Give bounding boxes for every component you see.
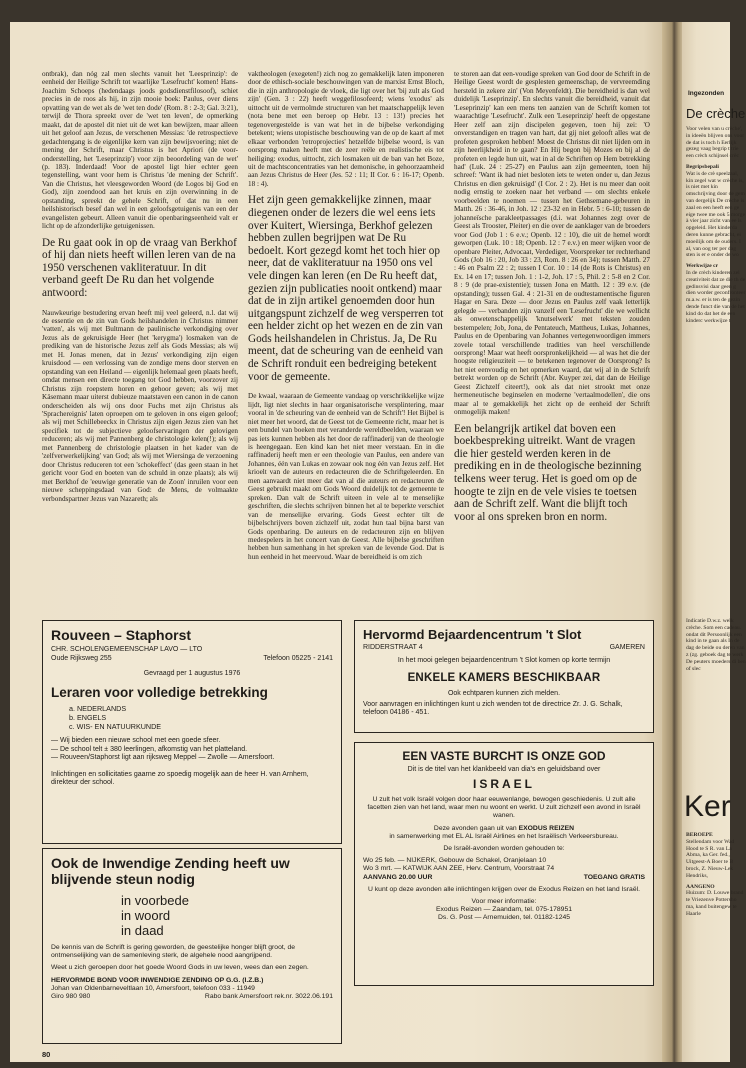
ad-contact: Exodus Reizen — Zaandam, tel. 075-178951 [435, 906, 573, 914]
ad-bank-account: Rabo bank Amersfoort rek.nr. 3022.06.191 [204, 993, 333, 1001]
right-page-paragraph: In de crèch kinderen zel creativiteit dat ze die th de gedinsvisi daar geen g dien worder geconfronteer m.a.w. er is ten de gezin dende funct die van de het kind do dat het de een kinderc werkwijze t [686, 269, 746, 324]
ad-note: — De school telt ± 380 leerlingen, afkomstig van het platteland. [51, 745, 248, 753]
ad-note: — Wij bieden een nieuwe school met een goede sfeer. [51, 737, 221, 744]
article-title: De crèche [686, 106, 746, 121]
ad-intro: In het mooi gelegen bejaardencentrum 't Slot komen op korte termijn [397, 657, 611, 664]
magazine-spread [10, 22, 746, 1062]
article-conclusion: Een belangrijk artikel dat boven een boekbespreking uitreikt. Want de vragen die hier gesteld werden keren in de prediking en in de theologische bezinning telkens weer terug. Het is goed om op de hoogte te zijn en de vele visies te toetsen aan de Schrift zelf. Want die blijft toch voor al ons spreken bron en norm. [454, 422, 642, 523]
book-gutter [662, 22, 684, 1062]
ad-start-date: Gevraagd per 1 augustus 1976 [143, 670, 241, 677]
ad-heading: Leraren voor volledige betrekking [51, 685, 268, 700]
article-column-3 [454, 70, 650, 605]
ad-more-info-label: Voor meer informatie: [471, 898, 537, 906]
right-page-paragraph: Wat is de crè speelzaal, kin zegel wat w crèche is, is niet met kin omschrijving door de gem van dergelijk De crèche is zaal en een heeft een ge eige twee me ook 5 morge à vier jaar zicht van ee is opgeleid. Het kinderda deren kunne gebracht, ei moeilijk om de ouders. I al, van oog ter per dag sten is er e onder de wo [686, 170, 746, 259]
right-page [682, 22, 746, 1062]
right-page-text [686, 126, 746, 324]
ad-event: Wo 3 mrt. — KATWIJK AAN ZEE, Herv. Centrum, Voorstraat 74 [363, 865, 555, 873]
ad-bank-name: HERVORMDE BOND VOOR INWENDIGE ZENDING OP G.G. (I.Z.B.) [51, 976, 264, 984]
page-number: 80 [42, 1050, 51, 1059]
ad-events-intro: De Israël-avonden worden gehouden te: [443, 845, 565, 853]
ad-phrase: in woord [121, 908, 171, 923]
ad-body-text: in samenwerking met EL AL Israël Airlines en het Israëlisch Verkeersbureau. [389, 832, 619, 840]
ad-street: RIDDERSTRAAT 4 [363, 644, 423, 651]
ad-admission: TOEGANG GRATIS [583, 873, 645, 881]
ad-body: De kennis van de Schrift is gering geworden, de geestelijke honger blijft groot, de ontmenselijking van de samenleving sterk, de algehele nood aangrijpend. [51, 944, 296, 960]
ad-bank-row [51, 993, 333, 1001]
ad-note: — Rouveen/Staphorst ligt aan rijksweg Meppel — Zwolle — Amersfoort. [51, 754, 275, 761]
ad-subheading: Ook echtparen kunnen zich melden. [447, 689, 561, 697]
ad-heading: ENKELE KAMERS BESCHIKBAAR [407, 671, 601, 684]
ad-event: Wo 25 feb. — NIJKERK, Gebouw de Schakel, Oranjelaan 10 [363, 857, 547, 865]
ad-events [363, 857, 645, 882]
ad-brand: EXODUS REIZEN [518, 824, 575, 832]
article-column-1 [42, 70, 238, 605]
ad-body [363, 825, 645, 841]
ad-israel-evenings [354, 742, 654, 986]
ad-closing: Inlichtingen en sollicitaties gaarne zo spoedig mogelijk aan de heer H. van Arnhem, direkteur der school. [51, 770, 309, 786]
article-paragraph: ontbrak), dan nóg zal men slechts vanuit het 'Leesprinzip': de eenheid der Heilige Schrift tot waarlijke 'Lesefrucht' komen! Hans-Joachim Schoeps (hedendaags joods godsdienstfilosoof), schiet precies in de roos als hij, in zijn mooie boek: Paulus, over diens opvatting van de wet als de 'wet ten dode' (Rom. 8 : 2-3; Gal. 3:21), terwijl de Thora spreekt over de 'wet ten leven', de opmerking maakt, dat de apostel dit niet uit de wet kan bewijzen, maar alleen uit het geloof aan Jezus, de verschenen Messias: 'de retrospectieve gedachtengang is de eigenlijke kern van zijn bewijsvoering; niet de mening der Schrift, maar Christus is het Apriori (de voor-onderstelling, het 'Leseprinzip') voor zijn beoordeling van de wet' (p. 183). Inderdaad! Voor de apostel ligt hier echter geen tegenstelling, want voor hem is Christus 'de mening der Schrift'. Van die Christus, het vleesgeworden Woord (de Logos bij God en God), zijn zoendood aan het kruis en zijn overwinning in de opstanding, spreekt de gehele Schrift, of dat nu in een heilshistorisch besef dan wel in een geloofsgetuigenis van een der evangelisten gebeurt. Alleen vanuit die openbaringseenheid valt er licht op de afzonderlijke getuigenissen. [42, 70, 238, 231]
ad-bank-address: Johan van Oldenbarneveltlaan 10, Amersfoort, telefoon 033 - 11949 [51, 984, 255, 992]
ad-phrases [51, 893, 333, 938]
ad-subject-list [51, 704, 333, 731]
right-page-subheading: Begripsbepali [686, 163, 719, 170]
ad-body: U zult het volk Israël volgen door haar eeuwenlange, bewogen geschiedenis. U zult alle facetten zien van het land, waar men nu woont en werkt. U zult zichzelf een avond in Israël wanen. [367, 796, 641, 820]
ad-subject: a. NEDERLANDS [69, 704, 127, 713]
article-commentary: Het zijn geen gemakkelijke zinnen, maar diegenen onder de lezers die wel eens iets over Kuitert, Wiersinga, Berkhof gelezen hebben zullen begrijpen wat De Ru bedoelt. Kort gezegd komt het toch hier op neer, dat de vakliteratuur na 1950 ons vel vele dingen kan leren (en De Ru heeft dat, gezien zijn publicaties nooit ontkend) maar dat de in zijn artikel genoemden door hun uitgangspunt zichzelf de weg versperren tot een helder zicht op het wezen en de zin van Gods heilshandelen in Christus. Ja, De Ru meent, dat de scheuring van de eenheid van de Schrift ronduit een bedreiging betekent voor de gemeente. [248, 194, 444, 383]
article-paragraph: vaktheologen (exegeten!) zich nog zo gemakkelijk laten imponeren door de ethisch-sociale beschouwingen van de marxist Ernst Bloch, die in zijn anthropologie de vloek, die ligt over het 'bij zult als God zijn' (Gen. 3 : 22) heeft weggefilosofeerd; wiens 'exodus' als uittocht uit de vermolmde structuren van het maatschappelijk leven (nota bene met een beroep op Hebr. 13 : 13!) precies het tegenovergestelde is van wat het in de bijbelse verkondiging betekent; wiens utopistische beschouwing van de op de kaart af met elkaar verbonden 'retroprojecties' hetzelfde bijbelse woord, is van oorsprong maken heeft met de zeer reële en realistische eis tot heiliging: exodus, uittocht, zich losmaken uit de ban van het Boze, uit de machtsconcentraties van het demonische, in gehoorzaamheid aan Jezus Christus de Heer (Jes. 52 : 11; II Cor. 6 : 16-17; Openb. 18 : 4). [248, 70, 444, 188]
ad-rouveen-staphorst [42, 620, 342, 844]
ad-address-row [51, 655, 333, 662]
ad-address: Oude Rijksweg 255 [51, 655, 112, 662]
right-page-subheading: AANGENO [686, 883, 715, 890]
ad-organization-name: CHR. SCHOLENGEMEENSCHAP LAVO — LTO [51, 646, 203, 653]
right-page-big-title: Ker [684, 790, 731, 823]
right-page-paragraph: Voor velen van u crèche', in ideeën blijven ons voor de dat is toch h Eerlijk gezeg vaag begrip t trie een crèch schijnsel crèc [686, 126, 745, 160]
ad-notes [51, 737, 333, 763]
right-page-paragraph: Huizum: D. Louwe brand te Vriezenve Pottersho ma, kand buitengew te Haarle [686, 890, 744, 917]
ad-title: Hervormd Bejaardencentrum 't Slot [363, 627, 582, 642]
article-column-2 [248, 70, 444, 605]
ad-start-time: AANVANG 20.00 UUR [363, 873, 433, 881]
ad-city: GAMEREN [609, 644, 645, 651]
ad-country: ISRAEL [472, 777, 535, 791]
article-paragraph: De kwaal, waaraan de Gemeente vandaag op verschrikkelijke wijze lijdt, ligt niet slechts in haar organisatorische versplintering, maar vooral in 'de scheuring van de eenheid van de Schrift'! Het Bijbel is niet meer het woord, dat de Geest tot de Gemeente richt, maar het is een bundel van boeken met veranderde wereldbeelden, waaraan we pas iets kunnen hebben als het door de raffinaderij van de theologie is heengegaan. Een kind kan het niet meer verstaan. En in die raffinaderij heeft men er een theologie van Paulus, een andere van Johannes, één van Lukas en zowaar ook nog één van Jezus zelf. Het krioelt van de auteurs en redacteuren die de Schriftgeleerden. En men aanvaardt niet meer dat van al die auteurs en redacteuren de Geest gebruikt maakt om Gods Woord duidelijk tot de gemeente te spreken. Dan valt de Schrift uiteen in vele al te menselijke geschriften, die slechts schrijven binnen het al te beperkte verschiet van de menselijke ervaring. Gods Geest echter tilt de bijbelschrijvers boven zichzelf uit, zodat hun taal bijna barst van Gods openbaring. De auteurs en de redacteuren zijn en blijven medespelers in het concert van de Geest. Alle bijbelse geschriften hebben hun samenhang in het spreken van de levende God. Dat is hun eenheid in het meervoud. Waar de bereidheid is om zich [248, 392, 444, 561]
ad-contact: Ds. G. Post — Arnemuiden, tel. 01182-1245 [437, 914, 571, 922]
ad-inwendige-zending [42, 848, 342, 1044]
article-paragraph: te storen aan dat een-voudige spreken van God door de Schrift in de Heilige Geest wordt de gesplesten gemeenschap, de vervreemding hersteld in zekere zin' (Von Meyenfeldt). Die bereidheid is dan wel duidelijk 'Leseprinzip'. En slechts vanuit die bereidheid, vanuit dat 'Leseprinzip' kan een mens ten aanzien van de Schrift komen tot waarachtige 'Lesefrucht'. Zulk een 'Leseprinzip' heeft de opgestane Heer zelf aan zijn discipelen gegeven, toen hij zei: 'O onverstandigen en tragen van hart, dat gij niet gelooft alles wat de profeten gesproken hebben! Moest de Christus dit niet lijden om in zijn heerlijkheid in te gaan? En Hij begon bij Mozes en bij al de profeten en legde hun uit, wat in al de Schriften op Hem betrekking had' (Luk. 24 : 25-27) en Paulus aan zijn gemeenten, toen hij schreef: 'Want ik had niet besloten iets te weten onder u, dan Jezus Christus en dien gekruisigd' (I Cor. 2 : 2). Het is nu meer dan ooit nodig ernstig te zoeken naar het verband — om slechts enkele voorbeelden te noemen — tussen het Gethsemane-gebeuren in Matth. 26 : 36-46, in Joh. 12 : 23-32 en in Hebr. 5 : 6-10; tussen de johanneïsche parakleetpassages (d.i. wat Johannes zegt over de Geest als Trooster, Pleiter) en die over de aanklager van de broeders voor God (Job 1 : 6 e.v.; Openb. 12 : 10), die uit de hemel wordt geworpen (Luk. 10 : 18; Openb. 12 : 7 e.v.) en meer wijken voor de openbare Pleiter, Advocaat, Verdediger, Voorspreker ter rechterhand Gods (Job 16 : 20, Job 33 : 23, Rom. 8 : 26 en 34); tussen Matth. 27 : 46 en Psalm 22 : 2; tussen I Cor. 10 : 14 (de Rots is Christus) en Ex. 14 en 17; tussen Joh. 1 : 1-2, Joh. 17 : 5, Phil. 2 : 5-8 en 2 Cor. 8 : 9 (de prae-existentie); tussen Jona en Matth. 12 : 39 e.v. (de opstanding); tussen Gal. 4 : 21-31 en de oudtestamentische figuren Hagar en Sara. Deze — door Jezus en Paulus zelf vaak letterlijk gelegde — verbanden zijn vanzelf een 'Lesefrucht' die we wellicht als onwetenschappelijk 'knutselwerk' met teksten zouden bestempelen; Job, Jona, de Pentateuch, Mattheus, Lukas, Johannes, Paulus en de Openbaring van Johannes vertegenwoordigen immers zovele totaal verschillende tradities van heel verschillende oorsprong! Maar wat heeft oorspronkelijkheid — al was het die der hoogste religieuziteit — te betekenen tegenover de Oorsprong? Is het niet eenvoudig en het opmerken waard, dat wij al in de Schrift betrekt worden op de Schrift (Abr. Kuyper zei, dat dan de Heilige Geest Zichzelf citeert!), ook als dat niet strookt met onze hermeneutische beginselen en moderne 'vertaalmodellen', die ons maar al te gemakkelijk het zicht op de eenheid der Schrift onmogelijk maken! [454, 70, 650, 417]
article-intro: De Ru gaat ook in op de vraag van Berkhof of hij dan niets heeft willen leren van de na 1950 verschenen vakliteratuur. In dit verband geeft De Ru dan het volgende antwoord: [42, 236, 237, 299]
ad-phrase: in daad [121, 923, 164, 938]
ad-more-info [363, 898, 645, 923]
section-label: Ingezonden [688, 90, 725, 97]
ad-body: U kunt op deze avonden alle inlichtingen krijgen over de Exodus Reizen en het land Israël. [367, 885, 641, 893]
ad-phone: Telefoon 05225 - 2141 [263, 655, 333, 662]
ad-phrase: in voorbede [121, 893, 189, 908]
ad-event-times [363, 874, 645, 882]
ad-hervormd-bejaardencentrum [354, 620, 654, 733]
ad-title: Ook de Inwendige Zending heeft uw blijvende steun nodig [51, 855, 290, 887]
ad-address-row [363, 644, 645, 651]
ad-bank-details [51, 977, 333, 1002]
right-page-text [686, 828, 746, 918]
left-page [10, 22, 670, 1062]
right-page-paragraph: Stellendam voor Wad Hood te S R. van La Abma, ka Ger. fed., Uitgeest-A Boer te B brock, Z. Nieuw-Lek Hendriks, [686, 838, 735, 879]
ad-title: EEN VASTE BURCHT IS ONZE GOD [402, 749, 606, 763]
ad-subject: b. ENGELS [69, 713, 107, 722]
ad-body-text: Deze avonden gaan uit van [433, 824, 517, 832]
article-paragraph: Nauwkeurige bestudering ervan heeft mij veel geleerd, n.l. dat wij de essentie en de zin van Gods heilshandelen in Christus nimmer 'vatten', als wij met Bultmann de paulinische verkondiging over Jezus als de gekruisigde Heer (het 'kerygma') losmaken van de prediking van de historische Jezus zelf als Gods Messias; als wij met H. Jonas menen, dat in Jezus' verkondiging zijn eigen kruisdood — een verlossing van de zondige mens door sterven en opstanding van een Heiland — eigenlijk helemaal geen plaats heeft, omdat mensen een directe toegang tot God hebben, voorzover zij Christus zijn roepstem horen en gehoor geven; als wij met Käsemann maar uiterst dubieuze maatstaven een canon in de canon onderscheiden als wij ons door Fuchs met zijn Christus als 'Sprachereignis' laten oproepen om te geloven in ons eigen geloof; als wij met Schillebeeckx in Christus zijn eigen Jezus zien van het specifiek tot de subjectieve geloofservaringen der gelovigen reduceren; als wij met Pannenberg de christologie kelen(!); als wij met Pannenberg de christologie plaatsen in het kader van de 'zelfverwerkelijking' van God; als wij met Wiersinga de verzoening door Christus reduceren tot een 'schokeffect' (das geen staan in het gericht voor God en boeten van de schuld in onze plaats); als wij met Berkhof de 'eeuwige generatie van de Zoon' inruilen voor een nieuwe scheppingsdaad van God: de Mens, de volmaakte verbondspartner Jezus van Nazareth; als [42, 308, 238, 503]
right-page-subheading: Werkwijze cr [686, 263, 719, 270]
ad-tagline: Dit is de titel van het klankbeeld van dia's en geluidsband over [407, 766, 601, 773]
ad-body: Weet u zich geroepen door het goede Woord Gods in uw leven, wees dan een zegen. [51, 964, 309, 972]
ad-giro: Giro 980 980 [51, 993, 91, 1001]
ad-contact: Voor aanvragen en inlichtingen kunt u zich wenden tot de directrice Zr. J. G. Schalk, telefoon 04186 - 451. [363, 700, 623, 716]
right-page-subheading: BEROEPE [686, 832, 713, 838]
right-page-paragraph: Indicatie D.w.z. welk crèche. Som een cadeau. ondat dit Persoonlijk een kind in te gaan als In de dag de beide ou deren van z (zg. geboek dag te werk De peuters moeders di ben of slec [686, 618, 746, 672]
ad-title: Rouveen – Staphorst [51, 627, 192, 643]
ad-organization [51, 646, 333, 653]
ad-subject: c. WIS- EN NATUURKUNDE [69, 722, 162, 731]
